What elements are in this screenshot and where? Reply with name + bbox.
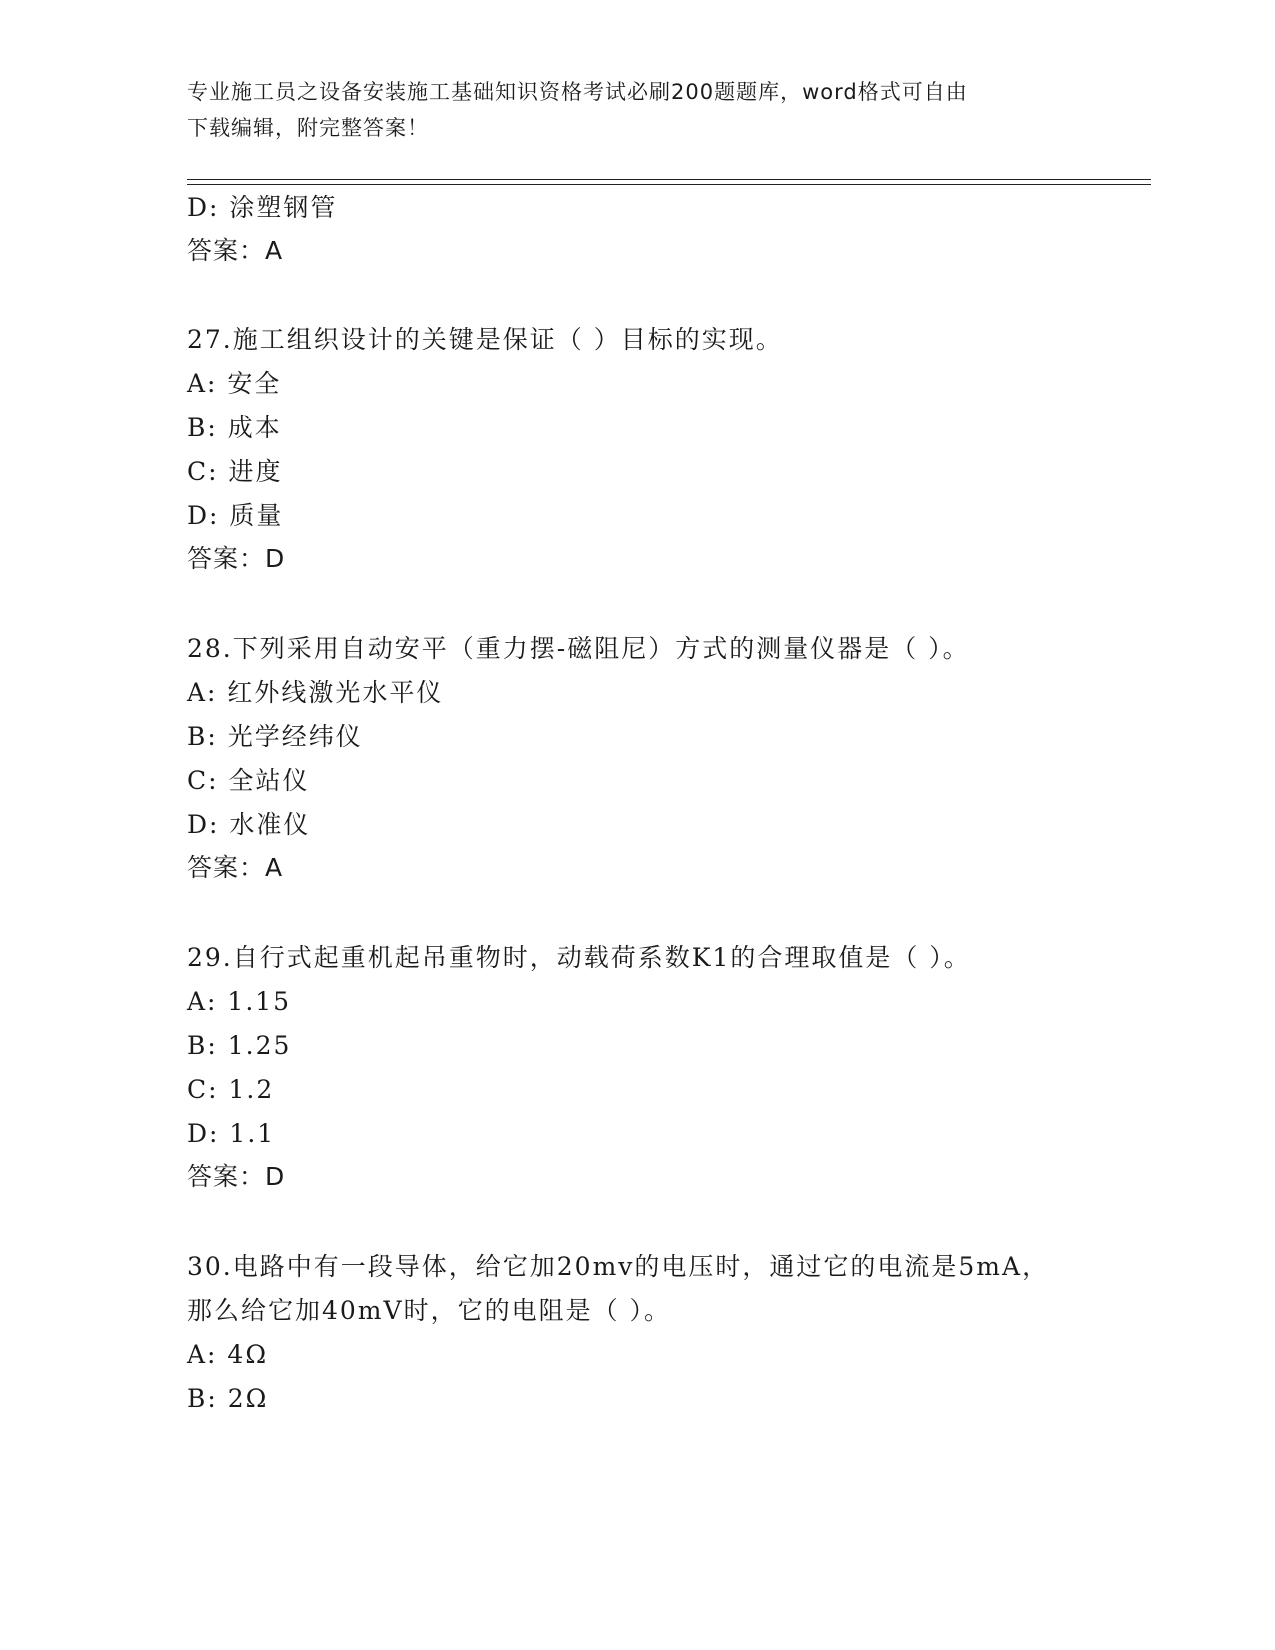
q27-option-a: A: 安全 xyxy=(187,369,282,398)
document-header xyxy=(187,74,1067,146)
q28-stem: 28.下列采用自动安平（重力摆-磁阻尼）方式的测量仪器是（ ）。 xyxy=(187,634,970,663)
q29-option-d: D: 1.1 xyxy=(187,1119,276,1148)
q27-answer: 答案：D xyxy=(187,544,286,573)
q30-stem-line-1: 30.电路中有一段导体，给它加20mv的电压时，通过它的电流是5mA， xyxy=(187,1252,1050,1281)
prev-option-d: D: 涂塑钢管 xyxy=(187,193,338,222)
header-divider-top xyxy=(187,179,1151,180)
q27-stem: 27.施工组织设计的关键是保证（ ）目标的实现。 xyxy=(187,325,783,354)
q29-option-c: C: 1.2 xyxy=(187,1075,275,1104)
q27-option-c: C: 进度 xyxy=(187,457,283,486)
header-line-2: 下载编辑，附完整答案！ xyxy=(187,116,429,140)
q29-answer: 答案：D xyxy=(187,1162,286,1191)
q29-option-b: B: 1.25 xyxy=(187,1031,292,1060)
q27-option-d: D: 质量 xyxy=(187,501,284,530)
q28-option-b: B: 光学经纬仪 xyxy=(187,722,363,751)
header-divider-bottom xyxy=(187,184,1151,185)
q27-option-b: B: 成本 xyxy=(187,413,282,442)
prev-answer: 答案：A xyxy=(187,236,284,265)
q29-option-a: A: 1.15 xyxy=(187,987,292,1016)
q28-option-d: D: 水准仪 xyxy=(187,810,311,839)
q28-answer: 答案：A xyxy=(187,853,284,882)
q29-stem: 29.自行式起重机起吊重物时，动载荷系数K1的合理取值是（ ）。 xyxy=(187,943,971,972)
q28-option-c: C: 全站仪 xyxy=(187,766,310,795)
q30-option-a: A: 4Ω xyxy=(187,1340,269,1369)
q28-option-a: A: 红外线激光水平仪 xyxy=(187,678,444,707)
header-line-1: 专业施工员之设备安装施工基础知识资格考试必刷200题题库，word格式可自由 xyxy=(187,80,968,104)
q30-option-b: B: 2Ω xyxy=(187,1384,269,1413)
q30-stem-line-2: 那么给它加40mV时，它的电阻是（ ）。 xyxy=(187,1296,672,1325)
